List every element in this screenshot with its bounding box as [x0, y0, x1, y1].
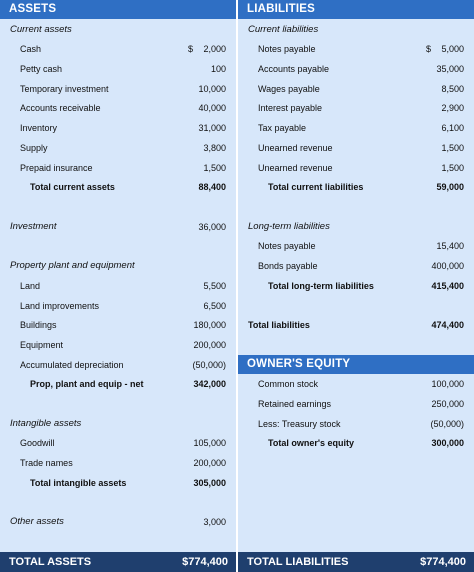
- assets-column: [0, 0, 236, 552]
- row-value: 3,000: [203, 517, 226, 527]
- equity-row: [238, 374, 474, 394]
- footer-label: TOTAL LIABILITIES: [247, 556, 349, 568]
- ppe-section: [0, 256, 236, 276]
- row-value: 59,000: [436, 182, 464, 192]
- row-value: 8,500: [441, 84, 464, 94]
- total-liabilities-row: [238, 315, 474, 335]
- row-label: Total intangible assets: [30, 478, 127, 488]
- row-label: Prop, plant and equip - net: [30, 379, 144, 389]
- row-value: 400,000: [431, 261, 464, 271]
- row-value: 15,400: [436, 241, 464, 251]
- row-value: 35,000: [436, 64, 464, 74]
- liabilities-column: [238, 0, 474, 552]
- row-value: 10,000: [198, 84, 226, 94]
- row-label: Accounts payable: [258, 64, 330, 74]
- row-value: 6,500: [203, 301, 226, 311]
- liability-row: [238, 236, 474, 256]
- row-label: Total long-term liabilities: [268, 281, 374, 291]
- liability-row: [238, 118, 474, 138]
- row-value: 5,000: [441, 44, 464, 54]
- row-value: 2,000: [203, 44, 226, 54]
- row-label: Land: [20, 281, 41, 291]
- row-value: 88,400: [198, 182, 226, 192]
- row-value: 5,500: [203, 281, 226, 291]
- owners-equity-header: OWNER'S EQUITY: [238, 355, 474, 374]
- row-value: 342,000: [193, 379, 226, 389]
- current-liabilities-section: [238, 20, 474, 40]
- row-label: Total current liabilities: [268, 182, 364, 192]
- row-label: Buildings: [20, 320, 57, 330]
- asset-row: [0, 453, 236, 473]
- current-assets-section: [0, 20, 236, 40]
- asset-row: [0, 59, 236, 79]
- section-title: Long-term liabilities: [248, 221, 330, 232]
- liabilities-header: LIABILITIES: [238, 0, 474, 19]
- row-value: 415,400: [431, 281, 464, 291]
- row-label: Notes payable: [258, 241, 316, 251]
- row-label: Total liabilities: [248, 320, 310, 330]
- row-label: Unearned revenue: [258, 143, 333, 153]
- asset-row: [0, 158, 236, 178]
- row-value: 250,000: [431, 399, 464, 409]
- asset-row: [0, 296, 236, 316]
- other-assets-row: [0, 512, 236, 532]
- liability-row: [238, 256, 474, 276]
- row-label: Accumulated depreciation: [20, 360, 124, 370]
- asset-row: [0, 118, 236, 138]
- row-label: Less: Treasury stock: [258, 419, 341, 429]
- currency-symbol: $: [188, 44, 194, 54]
- row-label: Bonds payable: [258, 261, 318, 271]
- row-label: Total current assets: [30, 182, 115, 192]
- liability-row: [238, 39, 474, 59]
- total-assets-footer: [0, 552, 236, 572]
- row-value: 474,400: [431, 320, 464, 330]
- section-title: Current liabilities: [248, 24, 319, 35]
- row-label: Common stock: [258, 379, 319, 389]
- row-value: 1,500: [203, 163, 226, 173]
- row-label: Temporary investment: [20, 84, 109, 94]
- asset-row: [0, 138, 236, 158]
- row-value: 300,000: [431, 438, 464, 448]
- long-term-total-row: [238, 276, 474, 296]
- ppe-total-row: [0, 374, 236, 394]
- liability-row: [238, 98, 474, 118]
- liability-row: [238, 138, 474, 158]
- row-label: Total owner's equity: [268, 438, 354, 448]
- equity-total-row: [238, 433, 474, 453]
- total-liabilities-footer: [238, 552, 474, 572]
- footer-label: TOTAL ASSETS: [9, 556, 92, 568]
- liability-row: [238, 79, 474, 99]
- row-label: Tax payable: [258, 123, 307, 133]
- row-label: Petty cash: [20, 64, 63, 74]
- row-label: Equipment: [20, 340, 64, 350]
- section-title: Property plant and equipment: [10, 260, 135, 271]
- long-term-section: [238, 217, 474, 237]
- liability-row: [238, 59, 474, 79]
- total-current-assets-row: [0, 177, 236, 197]
- row-label: Notes payable: [258, 44, 316, 54]
- intangible-section: [0, 414, 236, 434]
- row-value: 200,000: [193, 458, 226, 468]
- equity-row: [238, 394, 474, 414]
- row-value: 180,000: [193, 320, 226, 330]
- row-label: Cash: [20, 44, 42, 54]
- asset-row: [0, 98, 236, 118]
- assets-header: ASSETS: [0, 0, 236, 19]
- section-title: Current assets: [10, 24, 72, 35]
- row-label: Unearned revenue: [258, 163, 333, 173]
- row-value: 6,100: [441, 123, 464, 133]
- row-label: Goodwill: [20, 438, 55, 448]
- row-label: Inventory: [20, 123, 58, 133]
- row-value: (50,000): [430, 419, 464, 429]
- row-label: Retained earnings: [258, 399, 332, 409]
- asset-row: [0, 39, 236, 59]
- liability-row: [238, 158, 474, 178]
- row-value: 100,000: [431, 379, 464, 389]
- row-label: Other assets: [10, 516, 64, 527]
- row-value: 1,500: [441, 143, 464, 153]
- section-title: Intangible assets: [10, 418, 82, 429]
- asset-row: [0, 79, 236, 99]
- row-label: Accounts receivable: [20, 103, 101, 113]
- row-label: Interest payable: [258, 103, 323, 113]
- asset-row: [0, 355, 236, 375]
- row-value: 40,000: [198, 103, 226, 113]
- row-label: Supply: [20, 143, 48, 153]
- row-label: Trade names: [20, 458, 73, 468]
- row-value: 2,900: [441, 103, 464, 113]
- row-value: (50,000): [192, 360, 226, 370]
- footer-value: $774,400: [420, 556, 466, 568]
- row-value: 105,000: [193, 438, 226, 448]
- row-label: Land improvements: [20, 301, 100, 311]
- investment-row: [0, 217, 236, 237]
- row-value: 36,000: [198, 222, 226, 232]
- asset-row: [0, 433, 236, 453]
- row-value: 200,000: [193, 340, 226, 350]
- currency-symbol: $: [426, 44, 432, 54]
- row-value: 31,000: [198, 123, 226, 133]
- intangible-total-row: [0, 473, 236, 493]
- row-label: Prepaid insurance: [20, 163, 93, 173]
- asset-row: [0, 276, 236, 296]
- row-value: 305,000: [193, 478, 226, 488]
- row-value: 1,500: [441, 163, 464, 173]
- footer-value: $774,400: [182, 556, 228, 568]
- asset-row: [0, 335, 236, 355]
- row-value: 100: [210, 64, 226, 74]
- equity-row: [238, 414, 474, 434]
- total-current-liabilities-row: [238, 177, 474, 197]
- row-label: Wages payable: [258, 84, 320, 94]
- row-label: Investment: [10, 221, 57, 232]
- row-value: 3,800: [203, 143, 226, 153]
- asset-row: [0, 315, 236, 335]
